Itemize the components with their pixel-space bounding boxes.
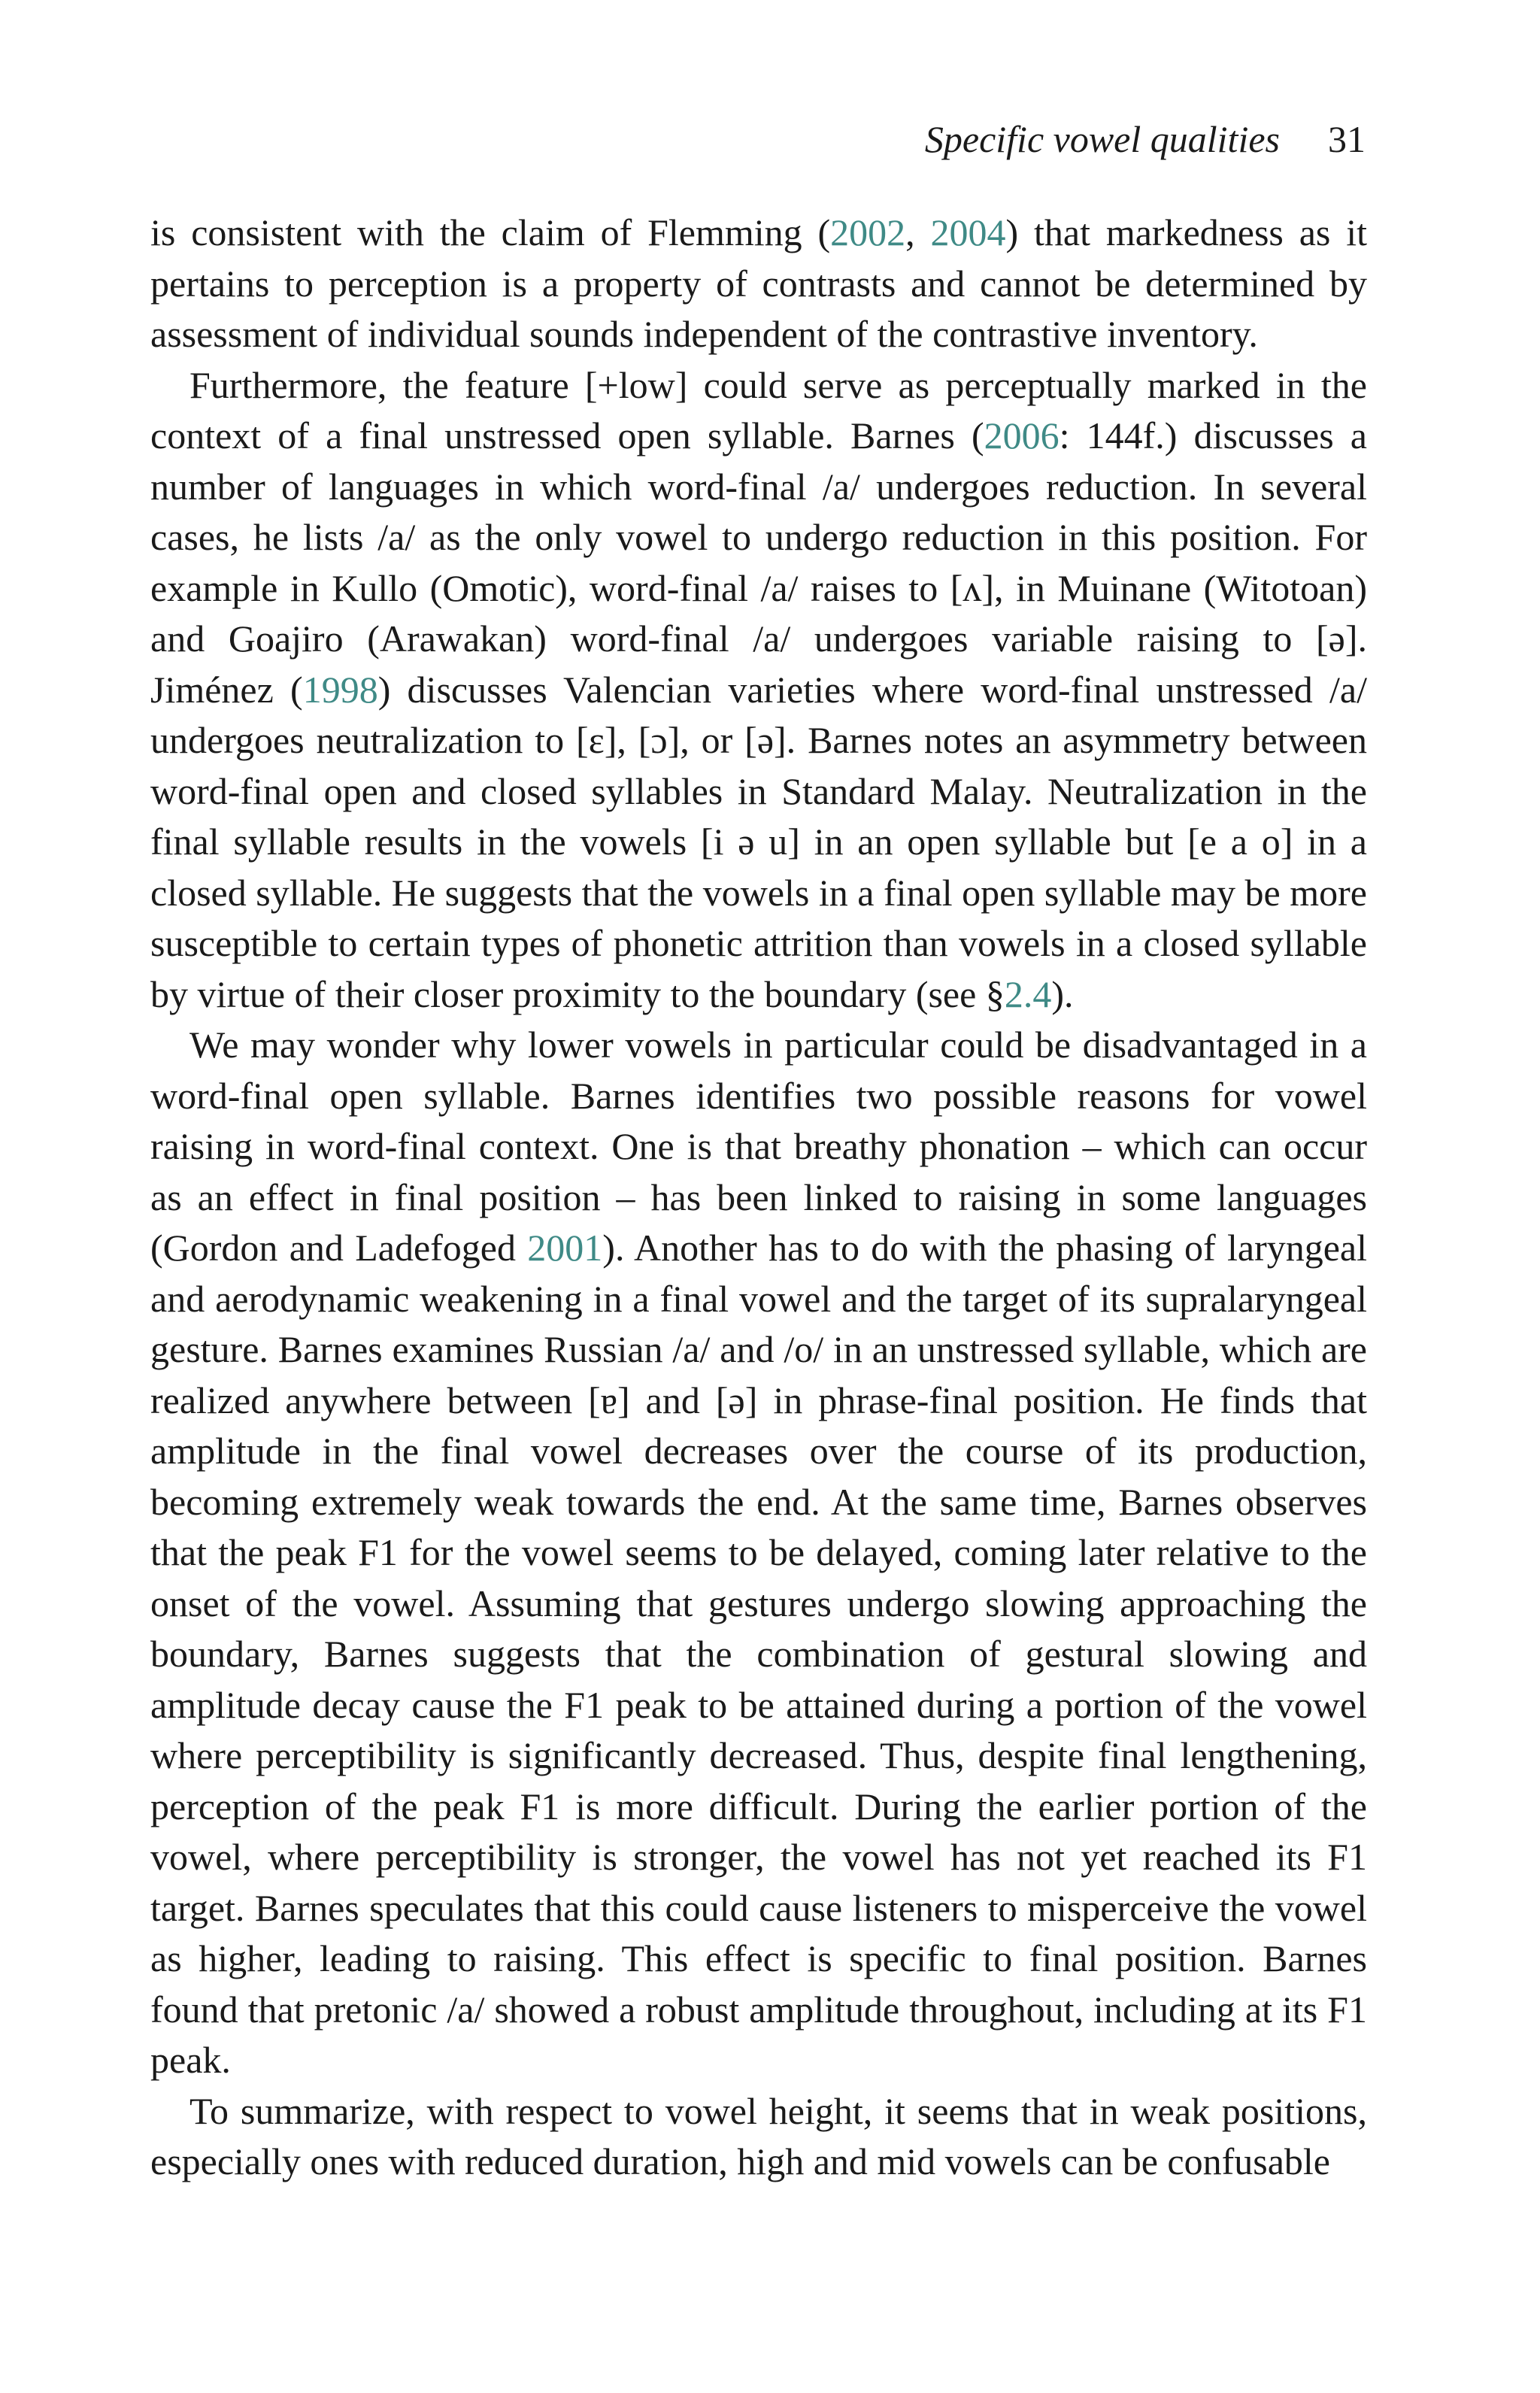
citation-link[interactable]: 2.4 — [1004, 972, 1052, 1015]
running-head — [150, 113, 1366, 165]
paragraph — [150, 1020, 1367, 2086]
citation-link[interactable]: 2006 — [984, 414, 1060, 456]
text-run: ) that markedness as it pertains to perception is a property of contrasts and cannot be determined by assessment of individual sounds independent of the contrastive inventory. — [150, 211, 1367, 355]
text-run: , — [905, 211, 931, 253]
text-run: ). — [1051, 972, 1074, 1015]
citation-link[interactable]: 2004 — [930, 211, 1006, 253]
paragraph — [150, 208, 1367, 360]
text-run: We may wonder why lower vowels in particular could be disadvantaged in a word-final open syllable. Barnes identifies two possible reasons for vowel raising in word-final context. One is that breathy phonation – which can occur as an effect in final position – has been linked to raising in some languages (Gordon and Ladefoged — [150, 1024, 1367, 1269]
text-run: ) discusses Valencian varieties where word-final unstressed /a/ undergoes neutralization to [ɛ], [ɔ], or [ə]. Barnes notes an asymmetry between word-final open and closed syllables in Standard Malay. Neutralization in the final syllable results in the vowels [i ə u] in an open syllable but [e a o] in a closed syllable. He suggests that the vowels in a final open syllable may be more susceptible to certain types of phonetic attrition than vowels in a closed syllable by virtue of their closer proximity to the boundary (see § — [150, 668, 1367, 1015]
paragraph — [150, 360, 1367, 1021]
citation-link[interactable]: 1998 — [302, 668, 378, 711]
text-run: Furthermore, the feature [+low] could serve as perceptually marked in the context of a final unstressed open syllable. Barnes ( — [150, 363, 1367, 456]
text-run: To summarize, with respect to vowel height, it seems that in weak positions, especially ones with reduced duration, high and mid vowels can be confusable — [150, 2089, 1367, 2182]
page-number: 31 — [1328, 118, 1366, 160]
citation-link[interactable]: 2001 — [527, 1227, 603, 1269]
text-run: : 144f.) discusses a number of languages in which word-final /a/ undergoes reduction. In several cases, he lists /a/ as the only vowel to undergo reduction in this position. For example in Kullo (Omotic), word-final /a/ raises to [ʌ], in Muinane (Witotoan) and Goajiro (Arawakan) word-final /a/ undergoes variable raising to [ə]. Jiménez ( — [150, 414, 1368, 711]
running-head-title: Specific vowel qualities — [924, 118, 1280, 160]
body-text — [150, 208, 1367, 2188]
paragraph — [150, 2086, 1367, 2188]
text-run: is consistent with the claim of Flemming ( — [150, 211, 831, 253]
text-run: ). Another has to do with the phasing of laryngeal and aerodynamic weakening in a final vowel and the target of its supralaryngeal gesture. Barnes examines Russian /a/ and /o/ in an unstressed syllable, which are realized anywhere between [ɐ] and [ə] in phrase-final position. He finds that amplitude in the final vowel decreases over the course of its production, becoming extremely weak towards the end. At the same time, Barnes observes that the peak F1 for the vowel seems to be delayed, coming later relative to the onset of the vowel. Assuming that gestures undergo slowing approaching the boundary, Barnes suggests that the combination of gestural slowing and amplitude decay cause the F1 peak to be attained during a portion of the vowel where perceptibility is significantly decreased. Thus, despite final lengthening, perception of the peak F1 is more difficult. During the earlier portion of the vowel, where perceptibility is stronger, the vowel has not yet reached its F1 target. Barnes speculates that this could cause listeners to misperceive the vowel as higher, leading to raising. This effect is specific to final position. Barnes found that pretonic /a/ showed a robust amplitude throughout, including at its F1 peak. — [150, 1227, 1367, 2081]
citation-link[interactable]: 2002 — [830, 211, 906, 253]
